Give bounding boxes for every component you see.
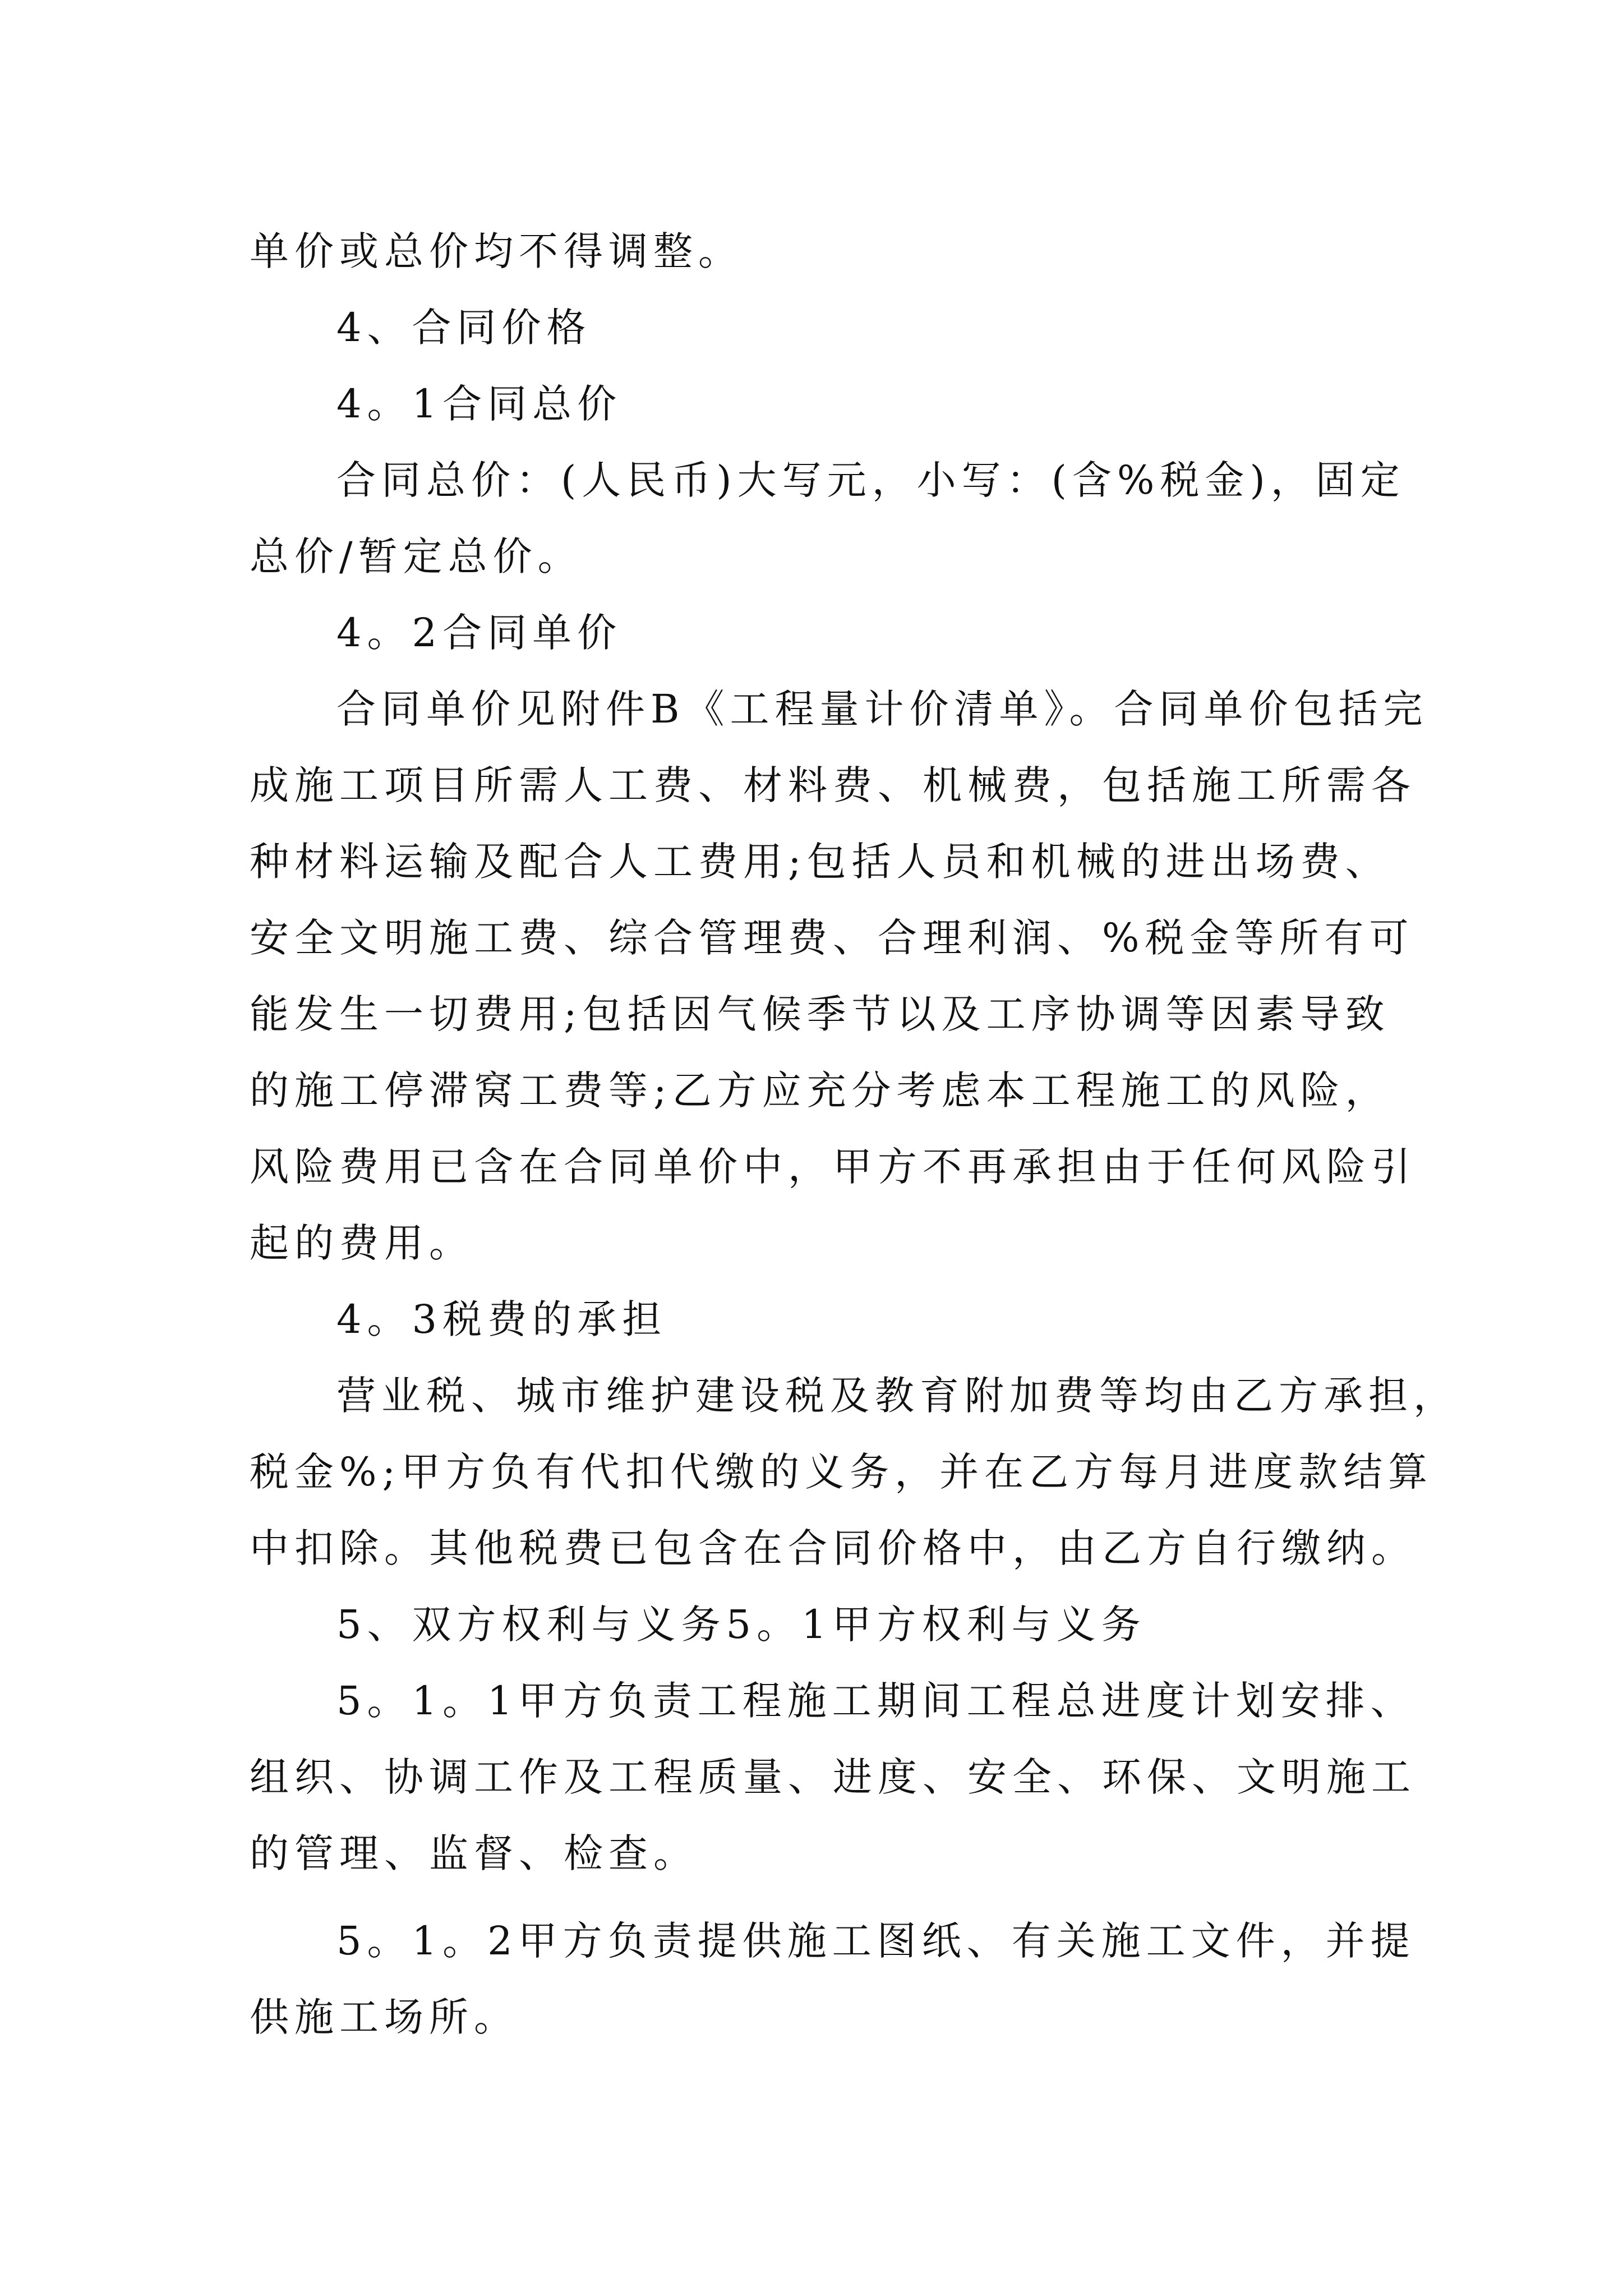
text-line: 组织、协调工作及工程质量、进度、安全、环保、文明施工 (250, 1754, 1416, 1800)
text-line: 安全文明施工费、综合管理费、合理利润、%税金等所有可 (250, 915, 1414, 961)
subsection-heading: 4。1合同总价 (336, 381, 623, 427)
text-line: 的管理、监督、检查。 (250, 1830, 698, 1876)
subsection-heading: 4。2合同单价 (336, 610, 623, 656)
text-line: 种材料运输及配合人工费用;包括人员和机械的进出场费、 (250, 839, 1390, 885)
section-heading: 5、双方权利与义务5。1甲方权利与义务 (336, 1602, 1146, 1648)
text-line: 合同单价见附件B《工程量计价清单》。合同单价包括完 (336, 686, 1428, 732)
text-line: 起的费用。 (250, 1220, 474, 1266)
section-heading: 4、合同价格 (336, 305, 592, 351)
text-line: 的施工停滞窝工费等;乙方应充分考虑本工程施工的风险， (250, 1068, 1390, 1114)
text-line: 风险费用已含在合同单价中，甲方不再承担由于任何风险引 (250, 1144, 1416, 1190)
text-line: 总价/暂定总价。 (250, 533, 583, 579)
text-line: 税金%;甲方负有代扣代缴的义务，并在乙方每月进度款结算 (250, 1449, 1433, 1495)
text-line: 能发生一切费用;包括因气候季节以及工序协调等因素导致 (250, 991, 1390, 1037)
text-line: 合同总价：(人民币)大写元，小写：(含%税金)，固定 (336, 457, 1405, 503)
text-line: 营业税、城市维护建设税及教育附加费等均由乙方承担， (336, 1373, 1458, 1419)
document-body (250, 213, 1458, 2055)
text-line: 5。1。2甲方负责提供施工图纸、有关施工文件，并提 (336, 1918, 1415, 1964)
text-line: 中扣除。其他税费已包含在合同价格中，由乙方自行缴纳。 (250, 1525, 1416, 1571)
subsection-heading: 4。3税费的承担 (336, 1296, 667, 1342)
text-line: 供施工场所。 (250, 1994, 519, 2040)
text-line: 5。1。1甲方负责工程施工期间工程总进度计划安排、 (336, 1678, 1415, 1724)
text-line: 成施工项目所需人工费、材料费、机械费，包括施工所需各 (250, 762, 1416, 808)
paragraph-gap (250, 1892, 1377, 1903)
text-line: 单价或总价均不得调整。 (250, 228, 743, 274)
